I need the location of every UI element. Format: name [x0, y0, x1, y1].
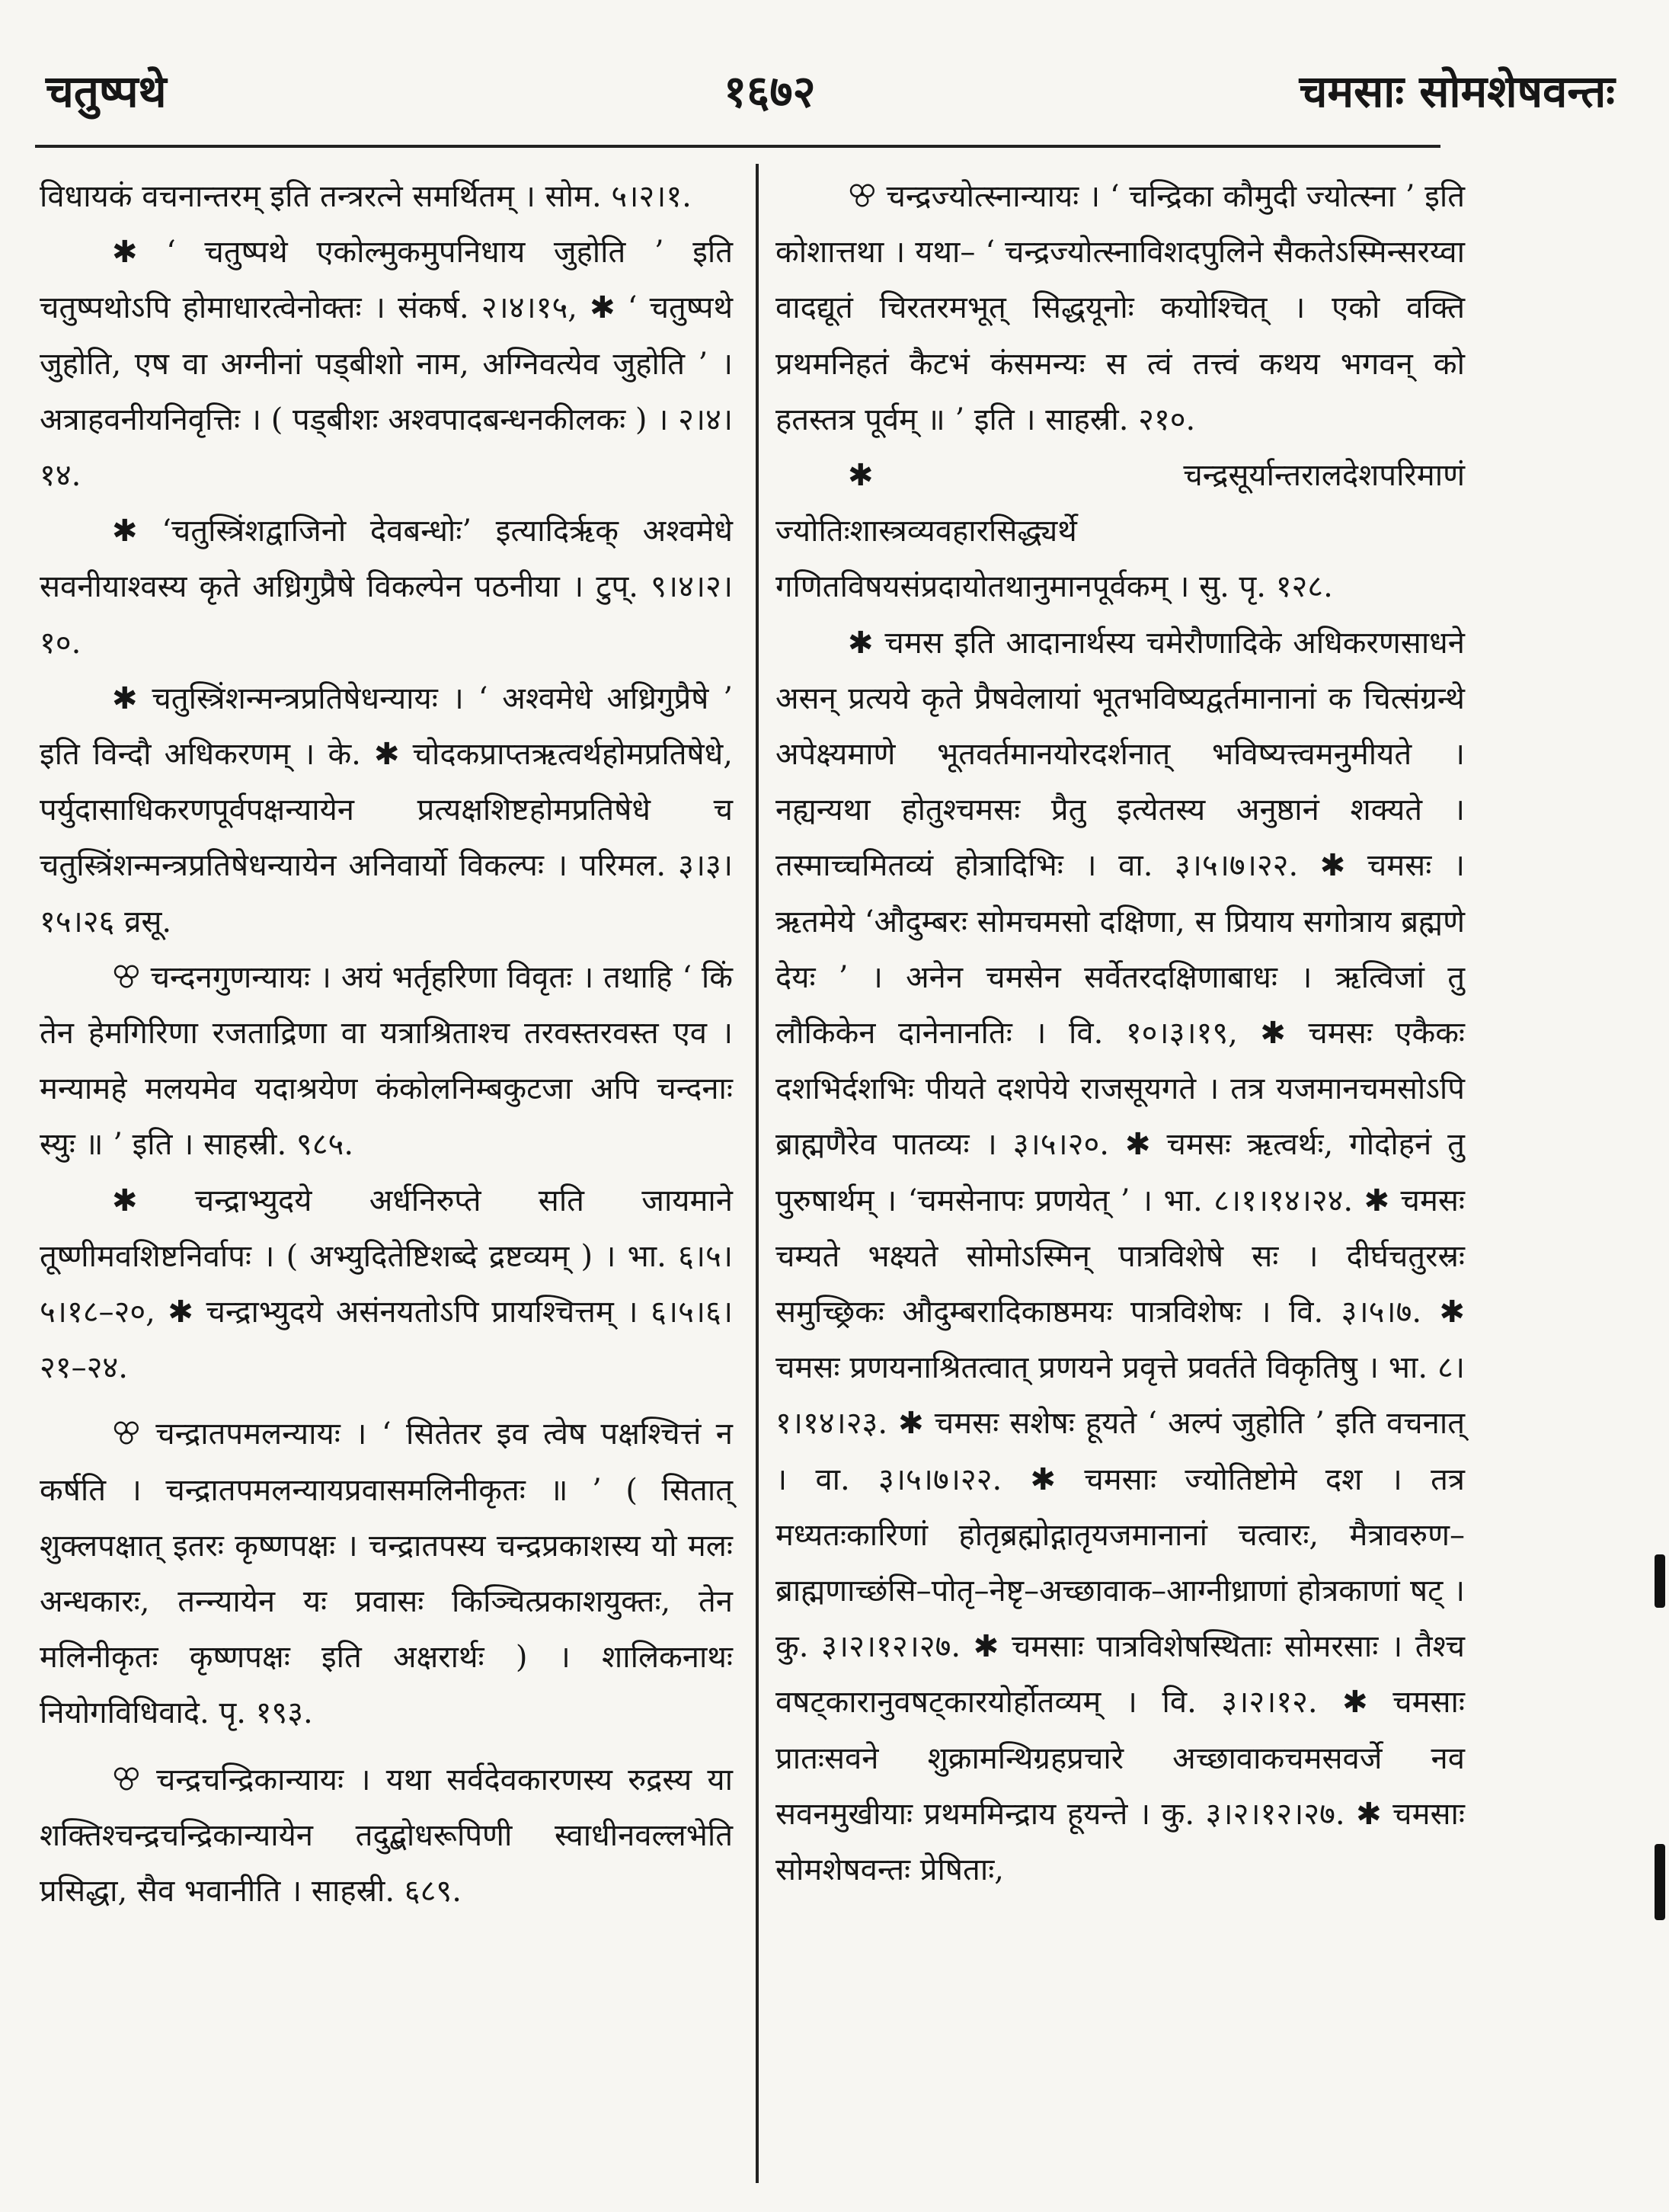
scan-edge-mark	[1655, 1554, 1665, 1608]
right-column	[775, 169, 1465, 1898]
entry-paragraph: विधायकं वचनान्तरम् इति तन्त्ररत्ने समर्थितम् । सोम. ५।२।१.	[40, 179, 692, 214]
running-header	[23, 59, 1661, 143]
entry-paragraph: ✱ चतुस्त्रिंशन्मन्त्रप्रतिषेधन्यायः । ‘ अश्वमेधे अध्रिगुप्रैषे ’ इति विन्दौ अधिकरणम् । के. ✱ चोदकप्राप्तऋत्वर्थहोमप्रतिषेधे, पर्युदासाधिकरणपूर्वपक्षन्यायेन प्रत्यक्षशिष्टहोमप्रतिषेधे च चतुस्त्रिंशन्मन्त्रप्रतिषेधन्यायेन अनिवार्यो विकल्पः । परिमल. ३।३।१५।२६ व्रसू.	[40, 680, 733, 940]
header-right-word: चमसाः सोमशेषवन्तः	[1299, 66, 1615, 117]
entry-paragraph: ꕢ चन्दनगुणन्यायः । अयं भर्तृहरिणा विवृतः । तथाहि ‘ किं तेन हेमगिरिणा रजताद्रिणा वा यत्राश्रिताश्च तरवस्तरवस्त एव । मन्यामहे मलयमेव यदाश्रयेण कंकोलनिम्बकुटजा अपि चन्दनाः स्युः ॥ ’ इति । साहस्री. ९८५.	[40, 959, 733, 1163]
header-rule	[35, 145, 1440, 148]
entry-paragraph: ✱ चन्द्रसूर्यान्तरालदेशपरिमाणं ज्योतिःशास्त्रव्यवहारसिद्ध्यर्थे गणितविषयसंप्रदायोतथानुमानपूर्वकम् । सु. पृ. १२८.	[775, 458, 1465, 605]
scan-edge-mark	[1655, 1844, 1665, 1920]
entry-paragraph: ꕢ चन्द्रज्योत्स्नान्यायः । ‘ चन्द्रिका कौमुदी ज्योत्स्ना ’ इति कोशात्तथा । यथा– ‘ चन्द्रज्योत्स्नाविशदपुलिने सैकतेऽस्मिन्सरय्वा वादद्यूतं चिरतरमभूत् सिद्धयूनोः कयोश्चित् । एको वक्ति प्रथमनिहतं कैटभं कंसमन्यः स त्वं तत्त्वं कथय भगवन् को हतस्तत्र पूर्वम् ॥ ’ इति । साहस्री. २१०.	[775, 179, 1465, 437]
left-column	[40, 169, 733, 1919]
entry-paragraph: ✱ ‘चतुस्त्रिंशद्वाजिनो देवबन्धोः’ इत्यादिर्ऋक् अश्वमेधे सवनीयाश्वस्य कृते अध्रिगुप्रैषे विकल्पेन पठनीया । टुप्. ९।४।२।१०.	[40, 514, 733, 661]
entry-paragraph: ✱ ‘ चतुष्पथे एकोल्मुकमुपनिधाय जुहोति ’ इति चतुष्पथोऽपि होमाधारत्वेनोक्तः । संकर्ष. २।४।१५, ✱ ‘ चतुष्पथे जुहोति, एष वा अग्नीनां पड्बीशो नाम, अग्निवत्येव जुहोति ’ । अत्राहवनीयनिवृत्तिः । ( पड्बीशः अश्वपादबन्धनकीलकः ) । २।४।१४.	[40, 235, 734, 494]
entry-paragraph: ꕢ चन्द्रातपमलन्यायः । ‘ सितेतर इव त्वेष पक्षश्चित्तं न कर्षति । चन्द्रातपमलन्यायप्रवासमलिनीकृतः ॥ ’ ( सितात् शुक्लपक्षात् इतरः कृष्णपक्षः । चन्द्रातपस्य चन्द्रप्रकाशस्य यो मलः अन्धकारः, तन्न्यायेन यः प्रवासः किञ्चित्प्रकाशयुक्तः, तेन मलिनीकृतः कृष्णपक्षः इति अक्षरार्थः ) । शालिकनाथः नियोगविधिवादे. पृ. १९३.	[40, 1417, 733, 1731]
entry-paragraph: ꕢ चन्द्रचन्द्रिकान्यायः । यथा सर्वदेवकारणस्य रुद्रस्य या शक्तिश्चन्द्रचन्द्रिकान्यायेन तदुद्बोधरूपिणी स्वाधीनवल्लभेति प्रसिद्धा, सैव भवानीति । साहस्री. ६८९.	[40, 1762, 733, 1909]
page-number: १६७२	[724, 66, 816, 117]
entry-paragraph: ✱ चन्द्राभ्युदये अर्धनिरुप्ते सति जायमाने तूष्णीमवशिष्टनिर्वापः । ( अभ्युदितेष्टिशब्दे द्रष्टव्यम् ) । भा. ६।५।५।१८–२०, ✱ चन्द्राभ्युदये असंनयतोऽपि प्रायश्चित्तम् । ६।५।६।२१–२४.	[40, 1183, 733, 1386]
column-divider	[756, 164, 759, 2183]
entry-paragraph: ✱ चमस इति आदानार्थस्य चमेरौणादिके अधिकरणसाधने असन् प्रत्यये कृते प्रैषवेलायां भूतभविष्यद्वर्तमानानां क चित्संग्रन्थे अपेक्ष्यमाणे भूतवर्तमानयोरदर्शनात् भविष्यत्त्वमनुमीयते । नह्यन्यथा होतुश्चमसः प्रैतु इत्येतस्य अनुष्ठानं शक्यते । तस्माच्चमितव्यं होत्रादिभिः । वा. ३।५।७।२२. ✱ चमसः । ऋतमेये ‘औदुम्बरः सोमचमसो दक्षिणा, स प्रियाय सगोत्राय ब्रह्मणे देयः ’ । अनेन चमसेन सर्वेतरदक्षिणाबाधः । ऋत्विजां तु लौकिकेन दानेनानतिः । वि. १०।३।१९, ✱ चमसः एकैकः दशभिर्दशभिः पीयते दशपेये राजसूयगते । तत्र यजमानचमसोऽपि ब्राह्मणैरेव पातव्यः । ३।५।२०. ✱ चमसः ऋत्वर्थः, गोदोहनं तु पुरुषार्थम् । ‘चमसेनापः प्रणयेत् ’ । भा. ८।१।१४।२४. ✱ चमसः चम्यते भक्ष्यते सोमोऽस्मिन् पात्रविशेषे सः । दीर्घचतुरस्रः समुच्छ्रिकः औदुम्बरादिकाष्ठमयः पात्रविशेषः । वि. ३।५।७. ✱ चमसः प्रणयनाश्रितत्वात् प्रणयने प्रवृत्ते प्रवर्तते विकृतिषु । भा. ८।१।१४।२३. ✱ चमसः सशेषः हूयते ‘ अल्पं जुहोति ’ इति वचनात् । वा. ३।५।७।२२. ✱ चमसाः ज्योतिष्टोमे दश । तत्र मध्यतःकारिणां होतृब्रह्मोद्गातृयजमानानां चत्वारः, मैत्रावरुण–ब्राह्मणाच्छंसि–पोतृ–नेष्टृ–अच्छावाक–आग्नीध्राणां होत्रकाणां षट् । कु. ३।२।१२।२७. ✱ चमसाः पात्रविशेषस्थिताः सोमरसाः । तैश्च वषट्कारानुवषट्कारयोर्होतव्यम् । वि. ३।२।१२. ✱ चमसाः प्रातःसवने शुक्रामन्थिग्रहप्रचारे अच्छावाकचमसवर्जे नव सवनमुखीयाः प्रथममिन्द्राय हूयन्ते । कु. ३।२।१२।२७. ✱ चमसाः सोमशेषवन्तः प्रेषिताः,	[775, 625, 1465, 1888]
header-left-word: चतुष्पथे	[46, 66, 167, 117]
